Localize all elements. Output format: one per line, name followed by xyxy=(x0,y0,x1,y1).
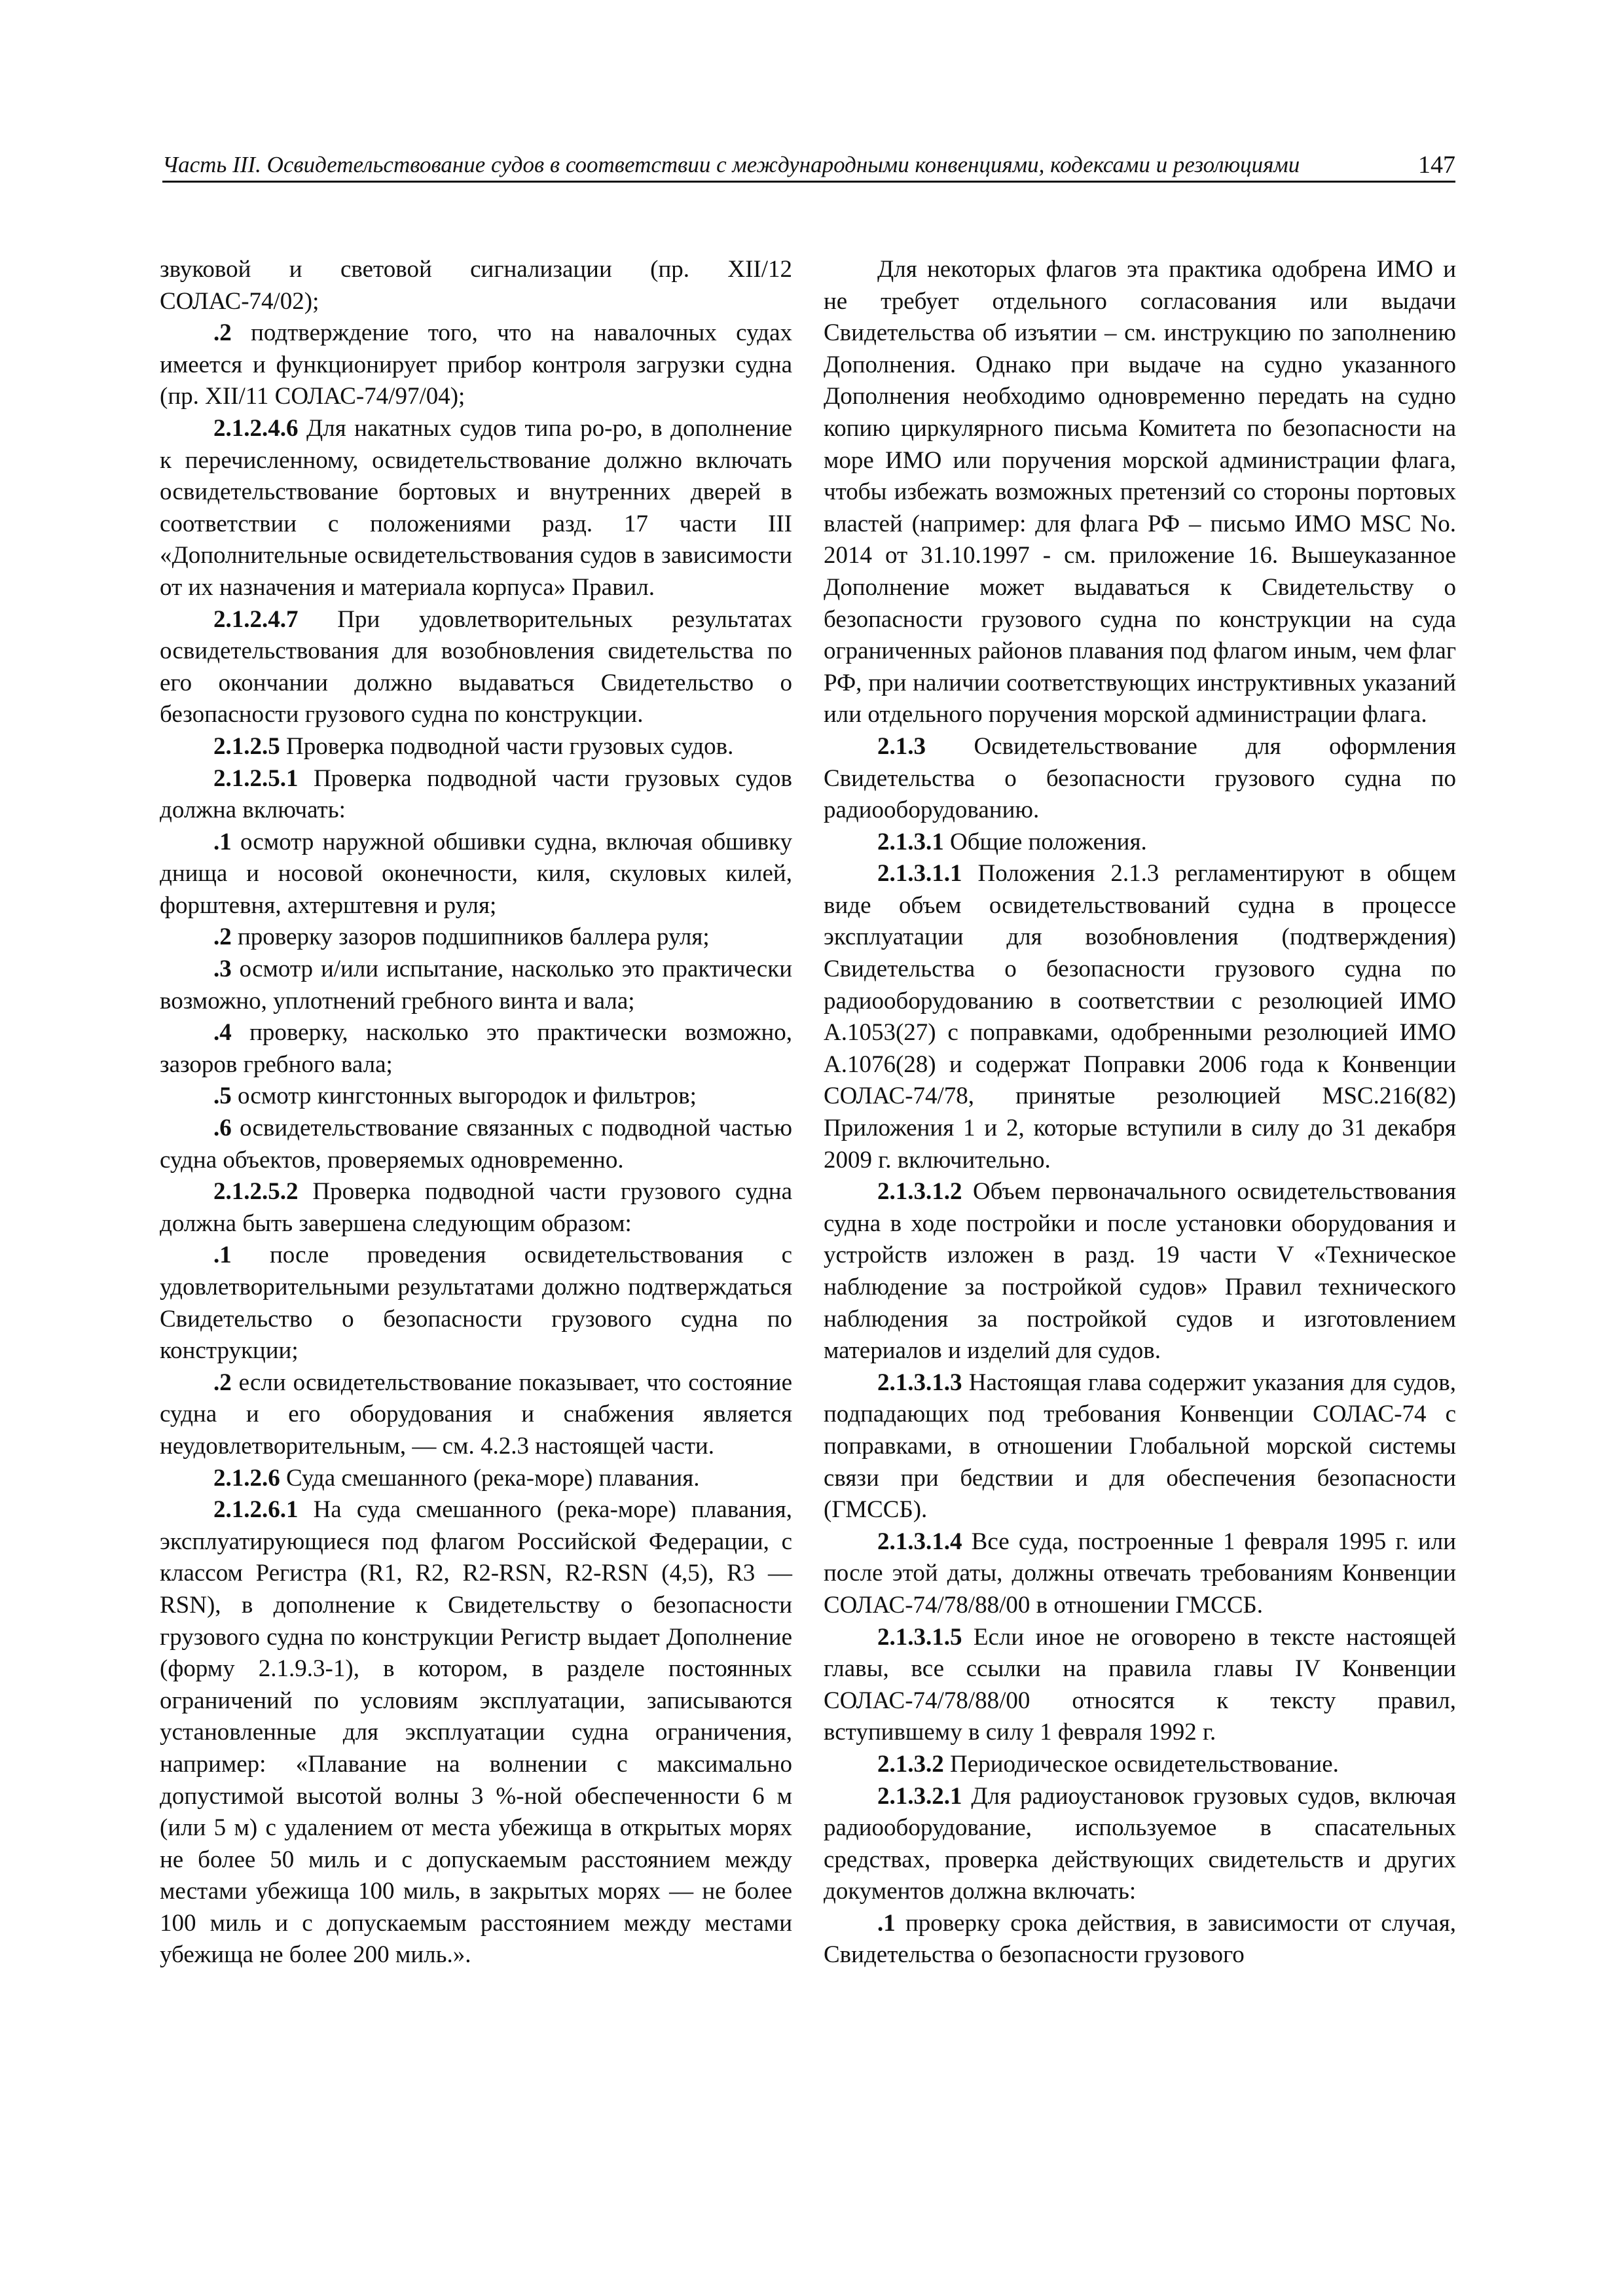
paragraph: 2.1.3.2 Периодическое освидетельствование. xyxy=(877,1750,1339,1778)
paragraph: 2.1.2.5.1 Проверка подводной части грузовых судов должна включать: xyxy=(160,764,792,824)
paragraph: 2.1.3.1.1 Положения 2.1.3 регламентируют в общем виде объем освидетельствований судна в процессе эксплуатации для возобновления (подтверждения) Свидетельства о безопасности грузового судна по радиооборудованию в соответствии с резолюцией ИМО A.1053(27) с поправками, одобренными резолюцией ИМО A.1076(28) и содержат Поправки 2006 года к Конвенции СОЛАС-74/78, принятые резолюцией MSC.216(82) Приложения 1 и 2, которые вступили в силу до 31 декабря 2009 г. включительно. xyxy=(824,860,1456,1174)
list-item: .3 осмотр и/или испытание, насколько это практически возможно, уплотнений гребного винта и вала; xyxy=(160,956,792,1014)
paragraph: 2.1.3.2.1 Для радиоустановок грузовых судов, включая радиооборудование, используемое в спасательных средствах, проверка действующих свидетельств и других документов должна включать: xyxy=(824,1782,1456,1905)
paragraph: 2.1.2.5.2 Проверка подводной части грузового судна должна быть завершена следующим образом: xyxy=(160,1178,792,1237)
list-item: .1 после проведения освидетельствования с удовлетворительными результатами должно подтверждаться Свидетельство о безопасности грузового судна по конструкции; xyxy=(160,1242,792,1365)
list-item: .4 проверку, насколько это практически возможно, зазоров гребного вала; xyxy=(160,1019,792,1078)
page-number: 147 xyxy=(1418,151,1455,179)
paragraph: 2.1.2.6.1 На суда смешанного (река-море) плавания, эксплуатирующиеся под флагом Российской Федерации, с классом Регистра (R1, R2, R2-RSN, R2-RSN (4,5), R3 — RSN), в дополнение к Свидетельству о безопасности грузового судна по конструкции Регистр выдает Дополнение (форму 2.1.9.3-1), в котором, в разделе постоянных ограничений по условиям эксплуатации, записываются установленные для эксплуатации судна ограничения, например: «Плавание на волнении с максимально допустимой высотой волны 3 %-ной обеспеченности 6 м (или 5 м) с удалением от места убежища в открытых морях не более 50 миль и с допускаемым расстоянием между местами убежища 100 миль, в закрытых морях — не более 100 миль и с допускаемым расстоянием между местами убежища не более 200 миль.». xyxy=(160,1496,792,1969)
paragraph: Для некоторых флагов эта практика одобрена ИМО и не требует отдельного согласования или выдачи Свидетельства об изъятии – см. инструкцию по заполнению Дополнения. Однако при выдаче на судно указанного Дополнения необходимо одновременно передать на судно копию циркулярного письма Комитета по безопасности на море ИМО или поручения морской администрации флага, чтобы избежать возможных претензий со стороны портовых властей (например: для флага РФ – письмо ИМО MSC No. 2014 от 31.10.1997 - см. приложение 16. Вышеуказанное Дополнение может выдаваться к Свидетельству о безопасности грузового судна по конструкции на суда ограниченных районов плавания под флагом иным, чем флаг РФ, при наличии соответствующих инструктивных указаний или отдельного поручения морской администрации флага. xyxy=(824,256,1456,728)
header-title: Часть III. Освидетельствование судов в соответствии с международными конвенциями, кодексами и резолюциями xyxy=(162,152,1300,177)
right-column xyxy=(824,254,1456,1971)
paragraph: 2.1.3.1 Общие положения. xyxy=(877,828,1147,855)
list-item: .2 если освидетельствование показывает, что состояние судна и его оборудования и снабжения является неудовлетворительным, — см. 4.2.3 настоящей части. xyxy=(160,1369,792,1460)
paragraph: 2.1.3.1.5 Если иное не оговорено в тексте настоящей главы, все ссылки на правила главы IV Конвенции СОЛАС-74/78/88/00 относятся к тексту правил, вступившему в силу 1 февраля 1992 г. xyxy=(824,1623,1456,1746)
paragraph: 2.1.2.5 Проверка подводной части грузовых судов. xyxy=(213,732,734,760)
paragraph: звуковой и световой сигнализации (пр. XII/12 СОЛАС-74/02); xyxy=(160,256,792,315)
paragraph: .2 подтверждение того, что на навалочных судах имеется и функционирует прибор контроля загрузки судна (пр. XII/11 СОЛАС-74/97/04); xyxy=(160,319,792,410)
list-item: .1 проверку срока действия, в зависимости от случая, Свидетельства о безопасности грузового xyxy=(824,1909,1456,1969)
paragraph: 2.1.2.4.6 Для накатных судов типа ро-ро, в дополнение к перечисленному, освидетельствование должно включать освидетельствование бортовых и внутренних дверей в соответствии с положениями разд. 17 части III «Дополнительные освидетельствования судов в зависимости от их назначения и материала корпуса» Правил. xyxy=(160,414,792,601)
list-item: .1 осмотр наружной обшивки судна, включая обшивку днища и носовой оконечности, киля, скуловых килей, форштевня, ахтерштевня и руля; xyxy=(160,828,792,919)
paragraph: 2.1.2.4.7 При удовлетворительных результатах освидетельствования для возобновления свидетельства по его окончании должно выдаваться Свидетельство о безопасности грузового судна по конструкции. xyxy=(160,605,792,728)
left-column xyxy=(160,254,792,1971)
paragraph: 2.1.3.1.4 Все суда, построенные 1 февраля 1995 г. или после этой даты, должны отвечать требованиям Конвенции СОЛАС-74/78/88/00 в отношении ГМССБ. xyxy=(824,1528,1456,1619)
running-header xyxy=(162,149,1455,183)
paragraph: 2.1.3.1.2 Объем первоначального освидетельствования судна в ходе постройки и после установки оборудования и устройств изложен в разд. 19 части V «Техническое наблюдение за постройкой судов» Правил технического наблюдения за постройкой судов и изготовлением материалов и изделий для судов. xyxy=(824,1178,1456,1365)
list-item: .2 проверку зазоров подшипников баллера руля; xyxy=(213,924,710,951)
paragraph: 2.1.3.1.3 Настоящая глава содержит указания для судов, подпадающих под требования Конвенции СОЛАС-74 с поправками, в отношении Глобальной морской системы связи при бедствии и для обеспечения безопасности (ГМССБ). xyxy=(824,1369,1456,1524)
paragraph: 2.1.3 Освидетельствование для оформления Свидетельства о безопасности грузового судна по радиооборудованию. xyxy=(824,732,1456,824)
list-item: .6 освидетельствование связанных с подводной частью судна объектов, проверяемых одновременно. xyxy=(160,1115,792,1174)
paragraph: 2.1.2.6 Суда смешанного (река-море) плавания. xyxy=(213,1464,700,1492)
list-item: .5 осмотр кингстонных выгородок и фильтров; xyxy=(213,1083,697,1110)
